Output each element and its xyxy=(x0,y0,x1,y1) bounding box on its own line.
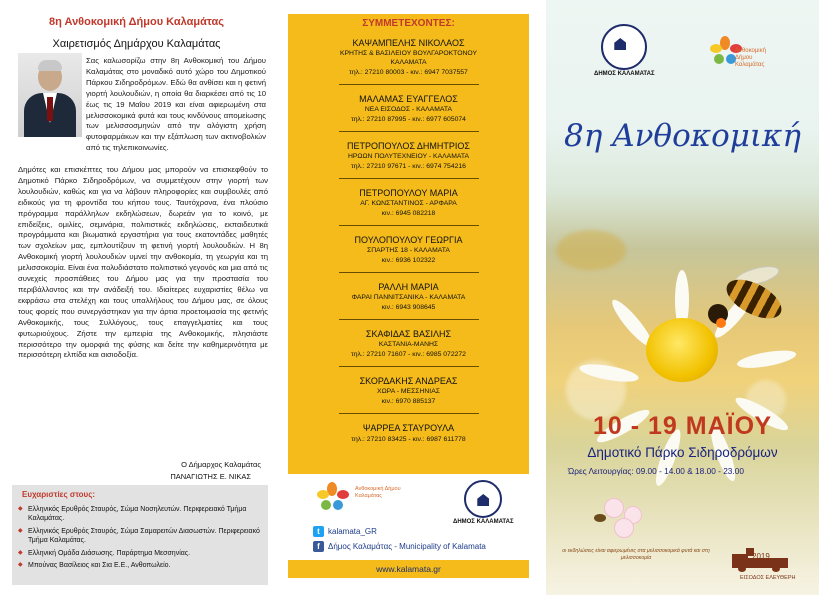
divider xyxy=(339,178,479,179)
participant-entry xyxy=(288,37,529,85)
cover-tagline: οι εκδηλώσεις είναι αφιερωμένες στα μελισσοκομικά φυτά και στη μελισσοκομία xyxy=(562,548,710,561)
divider xyxy=(339,413,479,414)
opening-hours: Ώρες Λειτουργίας: 09.00 - 14.00 & 18.00 - 23.00 xyxy=(568,466,744,476)
participant-name: ΜΑΛΑΜΑΣ ΕΥΑΓΓΕΛΟΣ xyxy=(359,94,458,104)
participant-name: ΡΑΛΛΗ ΜΑΡΙΑ xyxy=(378,282,439,292)
bee-illustration xyxy=(694,262,794,342)
municipal-crest-icon xyxy=(594,24,655,77)
divider xyxy=(339,319,479,320)
list-item: ◆ Μπούνας Βασίλειος και Σια Ε.Ε., Ανθοπωλείο. xyxy=(18,561,262,570)
facebook-page: Δήμος Καλαμάτας - Municipality of Kalamata xyxy=(328,542,486,551)
website-link[interactable]: www.kalamata.gr xyxy=(288,560,529,578)
event-dates: 10 - 19 ΜΑΪΟΥ xyxy=(592,412,773,440)
participant-entry xyxy=(288,375,529,414)
crest-caption: ΔΗΜΟΣ ΚΑΛΑΜΑΤΑΣ xyxy=(453,519,514,525)
list-item: ◆ Ελληνικός Ερυθρός Σταυρός, Σώμα Σαμαρειτών Διασωστών. Περιφερειακό Τμήμα Καλαμάτας. xyxy=(18,527,262,546)
flower-logo-icon xyxy=(313,480,355,520)
participant-entry xyxy=(288,234,529,273)
brand-line: Δήμου xyxy=(735,55,753,61)
logos-row xyxy=(303,476,523,526)
cover-panel xyxy=(546,0,819,595)
participant-name: ΣΚΑΦΙΔΑΣ ΒΑΣΙΛΗΣ xyxy=(365,329,452,339)
middle-panel xyxy=(273,0,546,595)
crest-caption: ΔΗΜΟΣ ΚΑΛΑΜΑΤΑΣ xyxy=(594,71,655,77)
left-panel xyxy=(0,0,273,595)
brand-line: Καλαμάτας xyxy=(735,62,765,68)
participant-entry xyxy=(288,93,529,132)
signature-name: ΠΑΝΑΓΙΩΤΗΣ Ε. ΝΙΚΑΣ xyxy=(170,472,251,481)
participant-name: ΠΕΤΡΟΠΟΥΛΟΥ ΜΑΡΙΑ xyxy=(359,188,458,198)
divider xyxy=(339,272,479,273)
left-title: 8η Ανθοκομική Δήμου Καλαμάτας xyxy=(49,16,224,28)
participant-entry xyxy=(288,328,529,367)
participant-phone: τηλ.: 27210 83425 - κιν.: 6987 611778 xyxy=(351,436,466,443)
participant-entry xyxy=(288,422,529,445)
social-links xyxy=(313,526,486,556)
participant-address: ΗΡΩΩΝ ΠΟΛΥΤΕΧΝΕΙΟΥ - ΚΑΛΑΜΑΤΑ xyxy=(347,153,470,160)
event-venue: Δημοτικό Πάρκο Σιδηροδρόμων xyxy=(587,445,778,460)
letter-paragraph-body: Δημότες και επισκέπτες του Δήμου μας μπορούν να επισκεφθούν το Δημοτικό Πάρκο Σιδηροδρόμων, να συμμετέχουν στην γιορτή των λουλουδιών, καθώς και για να λάβουν πληροφορίες και συμβουλές από ειδικούς για τη φροντίδα του κήπου τους. Ταυτόχρονα, ένα πλούσιο πρόγραμμα παράλληλων εκδηλώσεων, δωρεάν για το κοινό, με επιδείξεις, ομιλίες, σεμινάρια, πολιτιστικές εκδηλώσεις, εκπαιδευτικά προγράμματα και βιωματικά εργαστήρια για τους εκατοντάδες μαθητές των σχολείων μας, εμπλουτίζουν τη φετινή γιορτή λουλουδιών. Η 8η Ανθοκομική γιορτή λουλουδιών υμνεί την ανθοκομία, τη γεωργία και τη μελισσοκομία. Είναι ένα πολυδιάστατο πολιτιστικό γεγονός και μια από τις συνεχείς προσπάθειες του Δήμου μας για την προστασία του περιβάλλοντος και την ανάδειξή του. Ιδιαίτερες ευχαριστίες θέλω να εκφράσω στα στελέχη και τους υπαλλήλους του Δήμου μας, σε όλους τους φορείς που συνεργάστηκαν για την άρτια προετοιμασία της φετινής Ανθοκομικής, τους Συλλόγους, τους επαγγελματίες και τους φυτωριούχους. Ζήστε την εμπειρία της Ανθοκομικής, πλησιάστε περισσότερο την ομορφιά της φύσης και δείτε την καθημερινότητα με περισσότερη ελπίδα και αισιοδοξία. xyxy=(18,165,268,360)
divider xyxy=(339,84,479,85)
participant-address: ΧΩΡΑ - ΜΕΣΣΗΝΙΑΣ xyxy=(377,388,440,395)
participant-address: ΦΑΡΑΙ ΠΑΝΝΙΤΣΑΝΙΚΑ - ΚΑΛΑΜΑΤΑ xyxy=(351,294,466,301)
twitter-link[interactable] xyxy=(313,526,486,537)
participant-name: ΚΑΨΑΜΠΕΛΗΣ ΝΙΚΟΛΑΟΣ xyxy=(352,38,465,48)
participant-phone: κιν.: 6970 885137 xyxy=(381,398,436,405)
logo-text: Ανθοκομική Δήμου Καλαμάτας xyxy=(355,486,401,499)
brand-text xyxy=(735,48,766,69)
participant-name: ΠΕΤΡΟΠΟΥΛΟΣ ΔΗΜΗΤΡΙΟΣ xyxy=(346,141,470,151)
participant-address: ΚΡΗΤΗΣ & ΒΑΣΙΛΕΙΟΥ ΒΟΥΛΓΑΡΟΚΤΟΝΟΥ xyxy=(339,50,478,57)
participants-title: ΣΥΜΜΕΤΕΧΟΝΤΕΣ: xyxy=(362,18,455,29)
municipal-crest-icon xyxy=(453,480,514,525)
letter-paragraph-intro: Σας καλωσορίζω στην 8η Ανθοκομική του Δήμου Καλαμάτας στο μοναδικό αυτό χώρο του Δημοτικού Πάρκου Σιδηροδρόμων. Εδώ θα ανθίσει και η φετινή γιορτή λουλουδιών, η οποία θα διαρκέσει από τις 10 έως τις 19 Μαΐου 2019 και είναι αφιερωμένη στα μελισσοκομικά φυτά και τους κινδύνους απομείωσης των μελισσοσμηνών από την αλόγιστη χρήση φυτοφαρμάκων και την εξάπλωση των ακτινοβολιών από τις τηλεπικοινωνίες. xyxy=(86,56,266,153)
mayor-greeting-heading: Χαιρετισμός Δημάρχου Καλαμάτας xyxy=(52,38,221,50)
thanks-box xyxy=(12,485,268,585)
participant-phone: κιν.: 6936 102322 xyxy=(381,257,436,264)
divider xyxy=(339,131,479,132)
divider xyxy=(339,225,479,226)
participant-phone: τηλ.: 27210 87995 - κιν.: 6977 605074 xyxy=(351,116,466,123)
participant-entry xyxy=(288,140,529,179)
participant-entry xyxy=(288,187,529,226)
twitter-icon: t xyxy=(313,526,324,537)
facebook-icon: f xyxy=(313,541,324,552)
participants-box xyxy=(288,14,529,474)
thanks-list xyxy=(18,505,262,570)
participant-address: ΚΑΣΤΑΝΙΑ-ΜΑΝΗΣ xyxy=(378,341,439,348)
participant-name: ΠΟΥΛΟΠΟΥΛΟΥ ΓΕΩΡΓΙΑ xyxy=(354,235,463,245)
free-entry: ΕΙΣΟΔΟΣ ΕΛΕΥΘΕΡΗ xyxy=(740,575,796,581)
participant-phone: τηλ.: 27210 71607 - κιν.: 6985 072272 xyxy=(351,351,466,358)
cover-title: 8η Ανθοκομική xyxy=(564,118,801,154)
participant-phone: κιν.: 6945 082218 xyxy=(381,210,436,217)
blossom-illustration xyxy=(594,492,658,542)
participant-entry xyxy=(288,281,529,320)
participant-address: ΣΠΑΡΤΗΣ 18 - ΚΑΛΑΜΑΤΑ xyxy=(367,247,450,254)
divider xyxy=(339,366,479,367)
participant-phone: κιν.: 6943 908645 xyxy=(381,304,436,311)
participant-phone: τηλ.: 27210 80003 - κιν.: 6947 7037557 xyxy=(349,69,468,76)
list-item: ◆ Ελληνικός Ερυθρός Σταυρός, Σώμα Νοσηλευτών. Περιφερειακό Τμήμα Καλαμάτας. xyxy=(18,505,262,524)
mayor-photo xyxy=(18,53,82,137)
signature-role: Ο Δήμαρχος Καλαμάτας xyxy=(181,460,261,469)
event-year: 2019 xyxy=(752,552,770,561)
participant-address: ΑΓ. ΚΩΝΣΤΑΝΤΙΝΟΣ - ΑΡΦΑΡΑ xyxy=(360,200,457,207)
participant-address-line2: ΚΑΛΑΜΑΤΑ xyxy=(390,59,427,66)
participant-name: ΣΚΟΡΔΑΚΗΣ ΑΝΔΡΕΑΣ xyxy=(359,376,458,386)
facebook-link[interactable] xyxy=(313,541,486,552)
bokeh-light xyxy=(556,230,626,270)
participant-name: ΨΑΡΡΕΑ ΣΤΑΥΡΟΥΛΑ xyxy=(362,423,455,433)
list-item: ◆ Ελληνική Ομάδα Διάσωσης. Παράρτημα Μεσσηνίας. xyxy=(18,549,262,558)
twitter-handle: kalamata_GR xyxy=(328,527,377,536)
participant-phone: τηλ.: 27210 97671 - κιν.: 6974 754216 xyxy=(351,163,466,170)
brand-line: Ανθοκομική xyxy=(735,48,766,54)
participant-address: ΝΕΑ ΕΙΣΟΔΟΣ - ΚΑΛΑΜΑΤΑ xyxy=(364,106,453,113)
thanks-title: Ευχαριστίες στους: xyxy=(22,490,96,499)
